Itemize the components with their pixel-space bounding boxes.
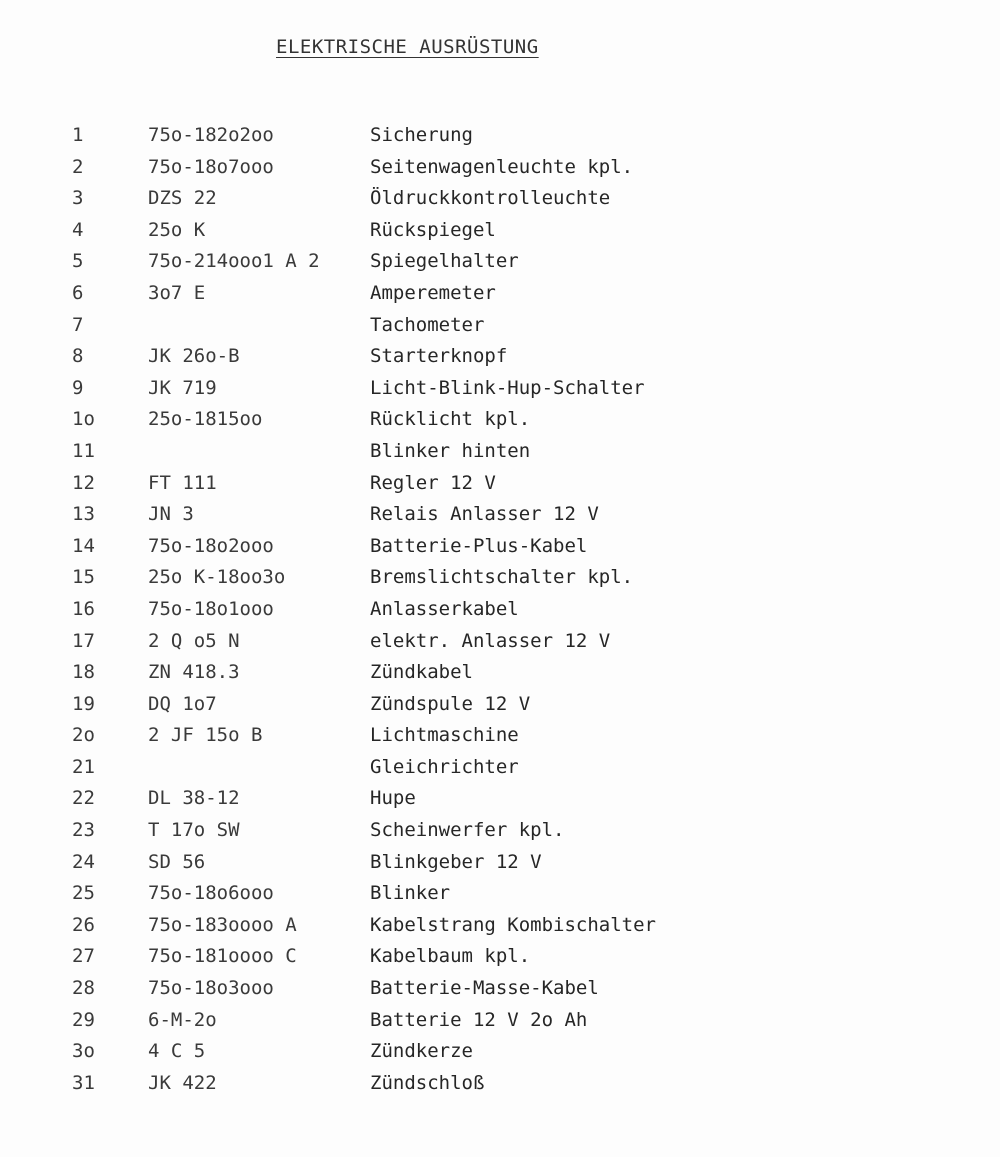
item-number: 27 xyxy=(72,945,95,968)
part-number: JK 26o-B xyxy=(148,345,240,368)
part-number: 6-M-2o xyxy=(148,1008,217,1031)
part-number: 2 JF 15o B xyxy=(148,724,263,747)
part-description: Rückspiegel xyxy=(370,218,496,241)
part-description: Bremslichtschalter kpl. xyxy=(370,566,634,589)
list-item xyxy=(0,973,1000,1005)
item-number: 31 xyxy=(72,1071,95,1094)
part-description: Regler 12 V xyxy=(370,471,496,494)
list-item xyxy=(0,278,1000,310)
part-description: Gleichrichter xyxy=(370,755,519,778)
part-number: 75o-214ooo1 A 2 xyxy=(148,250,320,273)
list-item xyxy=(0,562,1000,594)
part-description: Zündspule 12 V xyxy=(370,692,531,715)
part-description: Spiegelhalter xyxy=(370,250,519,273)
item-number: 9 xyxy=(72,376,84,399)
part-number: 75o-18o3ooo xyxy=(148,977,274,1000)
item-number: 6 xyxy=(72,281,84,304)
list-item xyxy=(0,910,1000,942)
list-item xyxy=(0,341,1000,373)
item-number: 17 xyxy=(72,629,95,652)
part-number: 75o-18o1ooo xyxy=(148,597,274,620)
part-description: Rücklicht kpl. xyxy=(370,408,531,431)
part-number: 4 C 5 xyxy=(148,1040,206,1063)
list-item xyxy=(0,468,1000,500)
list-item xyxy=(0,1036,1000,1068)
part-description: Batterie-Plus-Kabel xyxy=(370,534,588,557)
part-number: 75o-183oooo A xyxy=(148,913,297,936)
part-number: 2 Q o5 N xyxy=(148,629,240,652)
part-description: Starterknopf xyxy=(370,345,508,368)
list-item xyxy=(0,531,1000,563)
part-description: Batterie-Masse-Kabel xyxy=(370,977,599,1000)
item-number: 14 xyxy=(72,534,95,557)
list-item xyxy=(0,246,1000,278)
list-item xyxy=(0,720,1000,752)
item-number: 5 xyxy=(72,250,84,273)
part-number: 75o-181oooo C xyxy=(148,945,297,968)
item-number: 3 xyxy=(72,187,84,210)
list-item xyxy=(0,878,1000,910)
list-item xyxy=(0,815,1000,847)
part-description: Blinker xyxy=(370,882,451,905)
part-description: Licht-Blink-Hup-Schalter xyxy=(370,376,645,399)
list-item xyxy=(0,215,1000,247)
part-number: JK 422 xyxy=(148,1071,217,1094)
part-description: Kabelstrang Kombischalter xyxy=(370,913,656,936)
list-item xyxy=(0,310,1000,342)
list-item xyxy=(0,941,1000,973)
part-number: 75o-18o7ooo xyxy=(148,155,274,178)
item-number: 22 xyxy=(72,787,95,810)
part-description: Tachometer xyxy=(370,313,485,336)
item-number: 15 xyxy=(72,566,95,589)
part-description: elektr. Anlasser 12 V xyxy=(370,629,611,652)
item-number: 3o xyxy=(72,1040,95,1063)
part-number: ZN 418.3 xyxy=(148,661,240,684)
part-description: Zündschloß xyxy=(370,1071,485,1094)
list-item xyxy=(0,847,1000,879)
item-number: 7 xyxy=(72,313,84,336)
item-number: 16 xyxy=(72,597,95,620)
parts-list xyxy=(0,120,1000,1099)
item-number: 1 xyxy=(72,124,84,146)
part-number: DQ 1o7 xyxy=(148,692,217,715)
part-number: 75o-18o6ooo xyxy=(148,882,274,905)
part-number: 75o-18o2ooo xyxy=(148,534,274,557)
list-item xyxy=(0,752,1000,784)
part-number: FT 111 xyxy=(148,471,217,494)
item-number: 11 xyxy=(72,439,95,462)
part-number: 25o-1815oo xyxy=(148,408,263,431)
list-item xyxy=(0,373,1000,405)
list-item xyxy=(0,436,1000,468)
item-number: 8 xyxy=(72,345,84,368)
list-item xyxy=(0,499,1000,531)
item-number: 1o xyxy=(72,408,95,431)
item-number: 2 xyxy=(72,155,84,178)
part-number: DL 38-12 xyxy=(148,787,240,810)
item-number: 12 xyxy=(72,471,95,494)
part-number: JK 719 xyxy=(148,376,217,399)
item-number: 29 xyxy=(72,1008,95,1031)
page-title: ELEKTRISCHE AUSRÜSTUNG xyxy=(276,36,539,58)
item-number: 21 xyxy=(72,755,95,778)
part-number: 25o K-18oo3o xyxy=(148,566,286,589)
part-description: Hupe xyxy=(370,787,416,810)
list-item xyxy=(0,783,1000,815)
list-item xyxy=(0,1005,1000,1037)
part-description: Blinkgeber 12 V xyxy=(370,850,542,873)
part-description: Relais Anlasser 12 V xyxy=(370,503,599,526)
part-number: DZS 22 xyxy=(148,187,217,210)
item-number: 2o xyxy=(72,724,95,747)
list-item xyxy=(0,657,1000,689)
item-number: 13 xyxy=(72,503,95,526)
item-number: 26 xyxy=(72,913,95,936)
part-description: Öldruckkontrolleuchte xyxy=(370,187,611,210)
part-description: Scheinwerfer kpl. xyxy=(370,819,565,842)
part-description: Zündkerze xyxy=(370,1040,473,1063)
part-description: Anlasserkabel xyxy=(370,597,519,620)
item-number: 25 xyxy=(72,882,95,905)
part-number: 75o-182o2oo xyxy=(148,124,274,146)
list-item xyxy=(0,404,1000,436)
list-item xyxy=(0,1068,1000,1100)
part-description: Amperemeter xyxy=(370,281,496,304)
list-item xyxy=(0,120,1000,152)
list-item xyxy=(0,626,1000,658)
item-number: 18 xyxy=(72,661,95,684)
part-description: Zündkabel xyxy=(370,661,473,684)
item-number: 19 xyxy=(72,692,95,715)
part-description: Blinker hinten xyxy=(370,439,531,462)
part-number: T 17o SW xyxy=(148,819,240,842)
list-item xyxy=(0,183,1000,215)
list-item xyxy=(0,689,1000,721)
part-number: 3o7 E xyxy=(148,281,206,304)
item-number: 28 xyxy=(72,977,95,1000)
part-description: Seitenwagenleuchte kpl. xyxy=(370,155,634,178)
part-number: JN 3 xyxy=(148,503,194,526)
part-number: 25o K xyxy=(148,218,206,241)
item-number: 24 xyxy=(72,850,95,873)
list-item xyxy=(0,152,1000,184)
part-number: SD 56 xyxy=(148,850,206,873)
list-item xyxy=(0,594,1000,626)
item-number: 23 xyxy=(72,819,95,842)
part-description: Sicherung xyxy=(370,124,473,146)
part-description: Kabelbaum kpl. xyxy=(370,945,531,968)
part-description: Batterie 12 V 2o Ah xyxy=(370,1008,588,1031)
item-number: 4 xyxy=(72,218,84,241)
part-description: Lichtmaschine xyxy=(370,724,519,747)
